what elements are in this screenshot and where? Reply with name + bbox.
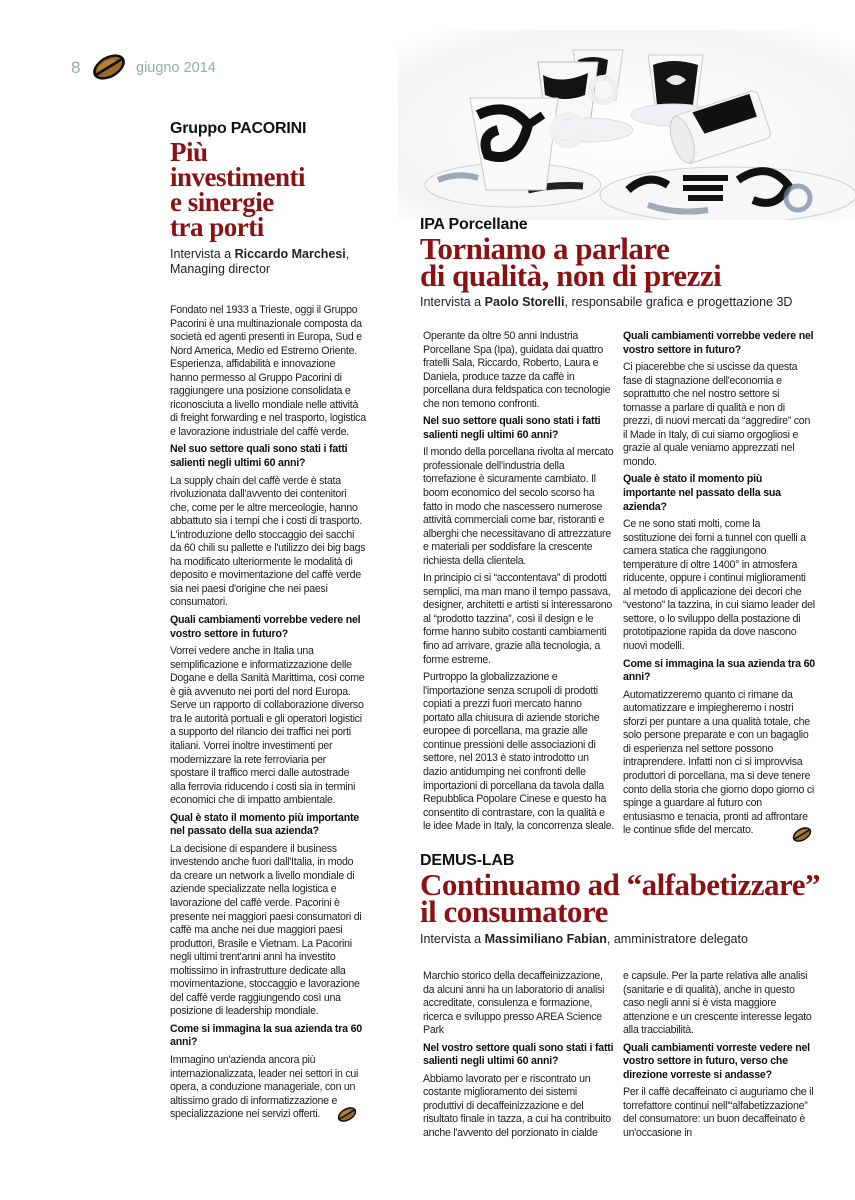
- headline-line: il consumatore: [420, 894, 608, 929]
- body-paragraph: Per il caffè decaffeinato ci auguriamo che il torrefattore continui nell'“alfabetizzazione” del consumatore: un buon decaffeinato è un'occasione in: [623, 1086, 814, 1140]
- byline-prefix: Intervista a: [420, 295, 485, 309]
- coffee-bean-icon: [90, 54, 128, 80]
- body-paragraph: Purtroppo la globalizzazione e l'importazione senza scrupoli di prodotti copiati a prezzi fuori mercato hanno portato alla chiusura di aziende storiche europee di porcellana, ma grazie alle continue pressioni delle associazioni di settore, nel 2013 è stato introdotto un dazio antidumping nei confronti delle importazioni di porcellana da tavola dalla Repubblica Popolare Cinese e questo ha consentito di contrastare, con la qualità e le idee Made in Italy, la concorrenza sleale.: [423, 671, 615, 833]
- article-ipa: [420, 216, 840, 310]
- byline-suffix: , amministratore delegato: [606, 932, 748, 946]
- article-demus-lab: [420, 852, 840, 947]
- article-pacorini-column: [170, 304, 366, 1126]
- body-paragraph: Ce ne sono stati molti, come la sostituzione dei forni a tunnel con quelli a camera statica che raggiungono temperature di oltre 1400° in atmosfera riducente, oppure i continui miglioramenti al metodo di applicazione dei decori che “vestono” la tazzina, in cui siamo leader del settore, o lo sviluppo della postazione di prototipazione rapida da dove nascono nuovi modelli.: [623, 518, 815, 653]
- article-byline: [420, 295, 840, 310]
- interview-question: Quali cambiamenti vorrebbe vedere nel vostro settore in futuro?: [623, 330, 814, 356]
- interview-question: Quale è stato il momento più importante nel passato della sua azienda?: [623, 473, 781, 513]
- article-pacorini: [170, 120, 370, 277]
- interview-question: Nel vostro settore quali sono stati i fatti salienti negli ultimi 60 anni?: [423, 1041, 614, 1068]
- porcelain-cups-photo: [398, 30, 855, 220]
- interview-question: Quali cambiamenti vorreste vedere nel vostro settore in futuro, verso che direzione vorreste si andasse?: [623, 1041, 810, 1081]
- article-kicker: DEMUS-LAB: [420, 852, 515, 869]
- byline-suffix: ,: [345, 247, 350, 261]
- interview-question: Qual è stato il momento più importante nel passato della sua azienda?: [170, 811, 359, 838]
- body-paragraph: Immagino un'azienda ancora più internazionalizzata, leader nei settori in cui opera, a conduzione manageriale, con un altissimo grado di informatizzazione e specializzazione nei servizi offerti.: [170, 1053, 359, 1121]
- body-paragraph: In principio ci si “accontentava” di prodotti semplici, ma man mano il tempo passava, designer, architetti e artisti si interessarono al “prodotto tazzina”, così il design e le forme hanno subito costanti cambiamenti fino ad arrivare, grazie alla tecnologia, a forme estreme.: [423, 572, 613, 666]
- byline-prefix: Intervista a: [170, 247, 235, 261]
- article-headline: [420, 231, 840, 293]
- article-headline: [170, 137, 370, 242]
- body-paragraph: Il mondo della porcellana rivolta al mercato professionale dell'industria della torrefazione è sicuramente cambiato. Il boom economico del secolo scorso ha fatto in modo che nascessero numerose attività commerciali come bar, ristoranti e alberghi che necessitavano di attrezzature e materiali per soddisfare la crescente richiesta della clientela.: [423, 446, 614, 567]
- issue-date: giugno 2014: [136, 60, 216, 76]
- headline-line: Torniamo a parlare: [420, 231, 670, 266]
- byline-role: Managing director: [170, 262, 271, 276]
- body-paragraph: Ci piacerebbe che si uscisse da questa fase di stagnazione dell'economia e soprattutto che nel nostro settore si tornasse a parlare di qualità e non di prezzi, di nuovi mercati da “aggredire” con il Made in Italy, di cui siamo orgogliosi e grazie al quale veniamo apprezzati nel mondo.: [623, 361, 811, 468]
- headline-line: tra porti: [170, 212, 264, 242]
- headline-line: Continuamo ad “alfabetizzare”: [420, 867, 820, 902]
- interview-question: Come si immagina la sua azienda tra 60 anni?: [170, 1022, 362, 1049]
- end-of-article-bean-icon: [336, 1107, 358, 1122]
- byline-name: Riccardo Marchesi: [234, 247, 346, 261]
- article-ipa-column-1: [423, 330, 615, 838]
- headline-line: e sinergie: [170, 187, 274, 217]
- interview-question: Come si immagina la sua azienda tra 60 anni?: [623, 657, 815, 684]
- body-paragraph: La decisione di espandere il business investendo anche fuori dall'Italia, in modo da creare un network a livello mondiale di aziende specializzate nella logistica e lavorazione del caffè verde. Pacorini è presente nei maggiori paesi consumatori di caffè ma anche nei due maggiori paesi produttori, Brasile e Vietnam. La Pacorini negli ultimi trent'anni anni ha investito moltissimo in infrastrutture dedicate alla movimentazione, stoccaggio e lavorazione del caffè verde raggiungendo così una posizione di leadership mondiale.: [170, 842, 362, 1018]
- end-of-article-bean-icon: [791, 827, 813, 842]
- interview-question: Nel suo settore quali sono stati i fatti salienti negli ultimi 60 anni?: [423, 415, 601, 441]
- headline-line: di qualità, non di prezzi: [420, 258, 722, 293]
- byline-name: Massimiliano Fabian: [484, 932, 607, 946]
- byline-prefix: Intervista a: [420, 932, 485, 946]
- body-paragraph: Marchio storico della decaffeinizzazione, da alcuni anni ha un laboratorio di analisi accreditate, consulenza e formazione, ricerca e sviluppo presso AREA Science Park: [423, 970, 605, 1037]
- article-demus-column-2: [623, 970, 815, 1145]
- article-kicker: Gruppo PACORINI: [170, 120, 307, 137]
- body-paragraph: La supply chain del caffè verde è stata rivoluzionata dall'avvento dei contenitori che, come per le altre merceologie, hanno abbattuto sia i tempi che i costi di trasporto. L'introduzione dello stoccaggio dei sacchi da 60 chili su pallette e l'utilizzo dei big bags ha modificato ulteriormente le modalità di deposito e movimentazione del caffè verde sia nei paesi d'origine che nei paesi consumatori.: [170, 474, 366, 609]
- interview-question: Nel suo settore quali sono stati i fatti salienti negli ultimi 60 anni?: [170, 443, 348, 470]
- article-headline: [420, 867, 840, 929]
- article-byline: [170, 247, 370, 277]
- article-byline: [420, 932, 840, 947]
- byline-name: Paolo Storelli: [484, 295, 565, 309]
- headline-line: investimenti: [170, 162, 305, 192]
- page-number: 8: [71, 58, 81, 77]
- headline-line: Più: [170, 137, 208, 167]
- byline-suffix: , responsabile grafica e progettazione 3D: [564, 295, 793, 309]
- article-ipa-column-2: [623, 330, 815, 842]
- interview-question: Quali cambiamenti vorrebbe vedere nel vostro settore in futuro?: [170, 614, 361, 640]
- body-paragraph: e capsule. Per la parte relativa alle analisi (sanitarie e di qualità), anche in questo caso negli anni si è vista maggiore attenzione e un crescente interesse legato alla tracciabilità.: [623, 970, 812, 1037]
- body-paragraph: Operante da oltre 50 anni Industria Porcellane Spa (Ipa), guidata dai quattro fratelli Sala, Riccardo, Roberto, Laura e Daniela, produce tazze da caffè in porcellana dura feldspatica con tecnologie che non temono confronti.: [423, 330, 611, 410]
- body-paragraph: Automatizzeremo quanto ci rimane da automatizzare e impiegheremo i nostri sforzi per puntare a una qualità totale, che solo persone preparate e con un bagaglio di esperienza nel settore possono intraprendere. Infatti non ci si improvvisa produttori di porcellana, ma si deve tenere conto della storia che giorno dopo giorno ci spinge a guardare al futuro con entusiasmo e tenacia, pronti ad affrontare le continue sfide del mercato.: [623, 688, 815, 837]
- body-paragraph: Fondato nel 1933 a Trieste, oggi il Gruppo Pacorini è una multinazionale composta da società ed agenti presenti in Europa, Sud e Nord America, Medio ed Estremo Oriente. Esperienza, affidabilità e innovazione hanno permesso al Gruppo Pacorini di raggiungere una posizione consolidata e riconosciuta a livello mondiale nelle attività di freight forwarding e nel trasporto, logistica e lavorazione industriale del caffè verde.: [170, 304, 366, 438]
- body-paragraph: Vorrei vedere anche in Italia una semplificazione e informatizzazione delle Dogane e della Sanità Marittima, così come è già avvenuto nei porti del nord Europa. Serve un rapporto di collaborazione diverso tra le autorità portuali e gli operatori logistici a supporto del rilancio dei traffici nei porti italiani. Vorrei inoltre investimenti per modernizzare la rete ferroviaria per spostare il traffico merci dalle autostrade alla ferrovia riducendo i costi sia in termini economici che di impatto ambientale.: [170, 645, 365, 807]
- article-kicker: IPA Porcellane: [420, 216, 528, 233]
- body-paragraph: Abbiamo lavorato per e riscontrato un costante miglioramento dei sistemi produttivi di decaffeinizzazione e del risultato finale in tazza, a cui ha contribuito anche l'avvento del porzionato in cialde: [423, 1072, 611, 1140]
- article-demus-column-1: [423, 970, 615, 1145]
